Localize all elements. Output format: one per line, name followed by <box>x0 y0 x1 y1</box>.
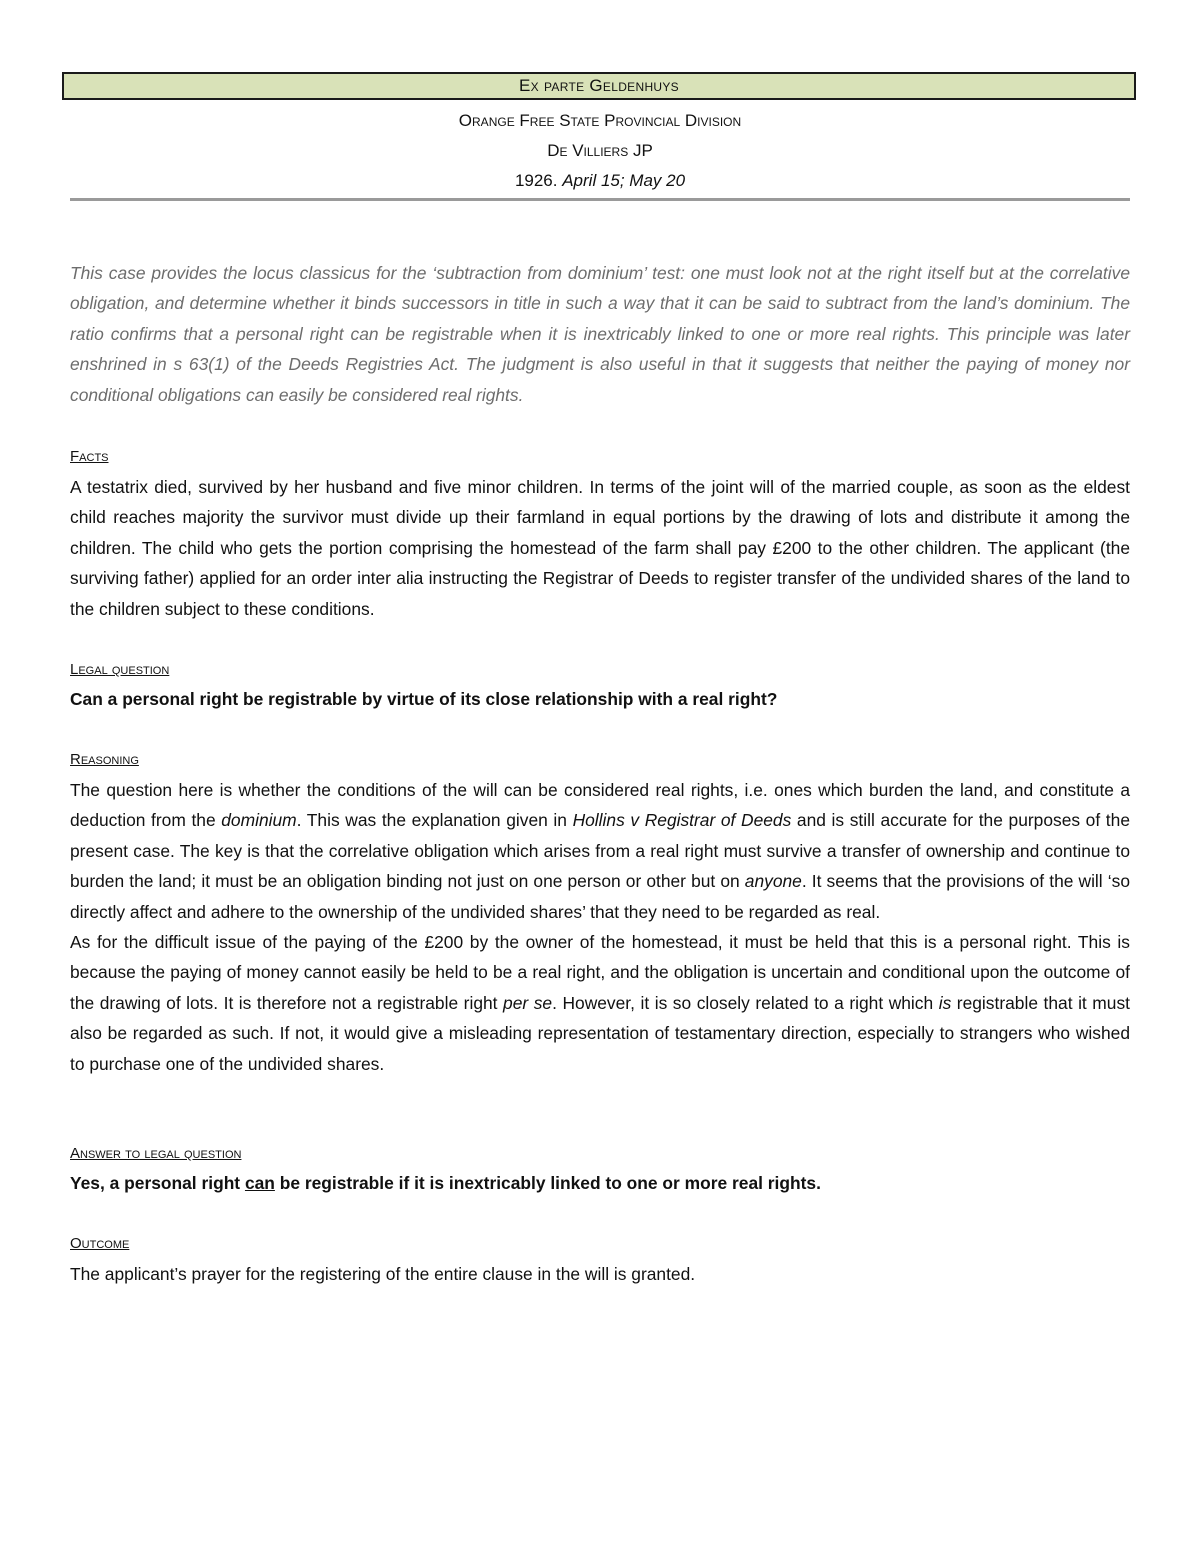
reasoning-p1-case-citation: Hollins v Registrar of Deeds <box>572 810 792 831</box>
date-days: April 15; May 20 <box>562 171 686 190</box>
reasoning-p1-part-c: and is still accurate for the purposes of the present case. The key is that the correlative obligation which arises from a real right must survive a transfer of ownership and continue to burden the land; it must be an obligation binding not just on one person or other but on <box>70 810 1130 892</box>
outcome-text: The applicant’s prayer for the registering of the entire clause in the will is granted. <box>70 1264 696 1284</box>
reasoning-p2-part-a: As for the difficult issue of the paying of the £200 by the owner of the homestead, it must be held that this is a personal right. This is because the paying of money cannot easily be held to be a real right, and the obligation is uncertain and conditional upon the outcome of the drawing of lots. It is therefore not a registrable right <box>70 932 1130 1013</box>
reasoning-text <box>70 775 1130 1079</box>
reasoning-p2-part-b: . However, it is so closely related to a right which <box>552 992 939 1013</box>
reasoning-p1-anyone: anyone <box>744 871 802 892</box>
judge-name: De Villiers JP <box>547 141 653 160</box>
date-year: 1926. <box>514 171 558 190</box>
answer-part-a: Yes, a personal right <box>70 1173 245 1193</box>
legal-question-text: Can a personal right be registrable by virtue of its close relationship with a real right? <box>70 689 778 709</box>
case-title: Ex parte Geldenhuys <box>519 76 679 95</box>
answer-text <box>70 1168 1130 1198</box>
reasoning-p1-part-b: . This was the explanation given in <box>296 810 573 831</box>
reasoning-paragraph-1 <box>70 775 1130 927</box>
reasoning-p1-part-d: . It seems that the provisions of the will ‘so directly affect and adhere to the ownership of the undivided shares’ that they need to be regarded as real. <box>70 871 1130 922</box>
decision-date <box>70 171 1130 191</box>
reasoning-p2-part-c: registrable that it must also be regarded as such. If not, it would give a misleading representation of testamentary direction, especially to strangers who wished to purchase one of the undivided shares. <box>70 992 1130 1074</box>
case-summary: This case provides the locus classicus for the ‘subtraction from dominium’ test: one must look not at the right itself but at the correlative obligation, and determine whether it binds successors in title in such a way that it can be said to subtract from the land’s dominium. The ratio confirms that a personal right can be registrable when it is inextricably linked to one or more real rights. This principle was later enshrined in s 63(1) of the Deeds Registries Act. The judgment is also useful in that it suggests that neither the paying of money nor conditional obligations can easily be considered real rights. <box>70 263 1130 405</box>
reasoning-paragraph-2 <box>70 927 1130 1079</box>
facts-text: A testatrix died, survived by her husband and five minor children. In terms of the joint will of the married couple, as soon as the eldest child reaches majority the survivor must divide up their farmland in equal portions by the drawing of lots and distribute it among the children. The child who gets the portion comprising the homestead of the farm shall pay £200 to the other children. The applicant (the surviving father) applied for an order inter alia instructing the Registrar of Deeds to register transfer of the undivided shares of the land to the children subject to these conditions. <box>70 477 1130 619</box>
answer-can: can <box>244 1173 275 1193</box>
facts-heading: Facts <box>70 448 109 465</box>
reasoning-heading: Reasoning <box>70 751 139 768</box>
reasoning-p2-is: is <box>938 992 952 1013</box>
legal-question-heading: Legal question <box>70 661 170 678</box>
reasoning-p1-part-a: The question here is whether the conditions of the will can be considered real rights, i.e. ones which burden the land, and constitute a deduction from the <box>70 780 1130 831</box>
reasoning-p1-dominium: dominium <box>221 810 297 831</box>
answer-heading: Answer to legal question <box>70 1145 242 1162</box>
court-name: Orange Free State Provincial Division <box>458 111 742 130</box>
outcome-heading: Outcome <box>70 1235 130 1252</box>
header-divider <box>70 198 1130 201</box>
answer-part-b: be registrable if it is inextricably linked to one or more real rights. <box>274 1173 821 1193</box>
reasoning-p2-per-se: per se <box>503 992 553 1013</box>
case-title-banner <box>62 72 1136 100</box>
